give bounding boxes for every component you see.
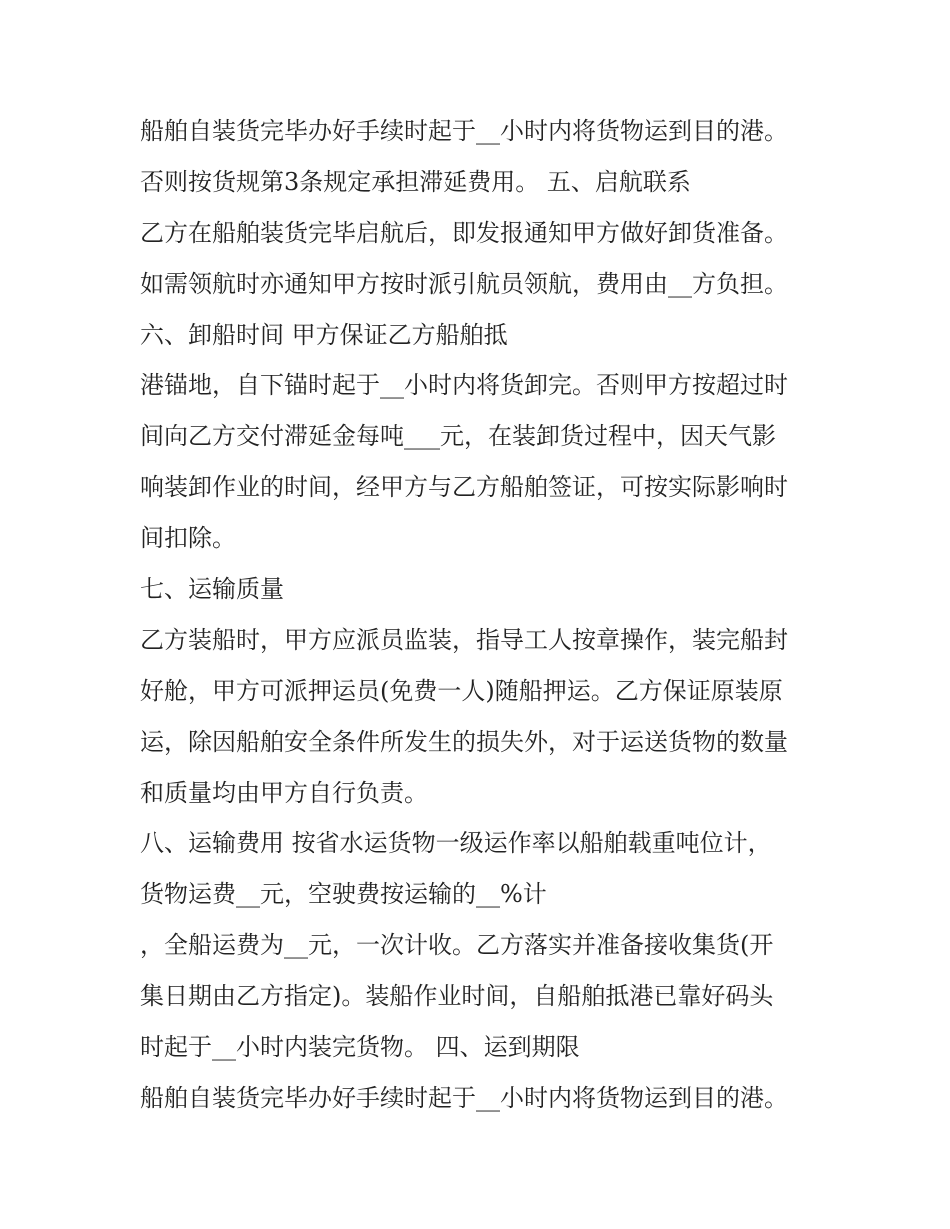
text-line: 集日期由乙方指定)。装船作业时间，自船舶抵港已靠好码头 (140, 982, 774, 1011)
text-line: ，全船运费为__元，一次计收。乙方落实并准备接收集货(开 (140, 931, 774, 960)
section-heading-line: 八、运输费用 按省水运货物一级运作率以船舶载重吨位计， (140, 829, 772, 858)
text-line: 响装卸作业的时间，经甲方与乙方船舶签证，可按实际影响时 (140, 473, 788, 502)
section-heading: 七、运输质量 (140, 575, 284, 604)
text-line: 运，除因船舶安全条件所发生的损失外，对于运送货物的数量 (140, 727, 788, 756)
text-line: 否则按货规第3条规定承担滞延费用。 五、启航联系 (140, 167, 691, 196)
text-line: 港锚地，自下锚时起于__小时内将货卸完。否则甲方按超过时 (140, 371, 788, 400)
text-line: 和质量均由甲方自行负责。 (140, 778, 428, 807)
text-line: 船舶自装货完毕办好手续时起于__小时内将货物运到目的港。 (140, 117, 788, 145)
text-line: 间向乙方交付滞延金每吨___元，在装卸货过程中，因天气影 (140, 422, 776, 451)
section-heading-line: 六、卸船时间 甲方保证乙方船舶抵 (140, 320, 508, 349)
text-line: 好舱，甲方可派押运员(免费一人)随船押运。乙方保证原装原 (140, 676, 783, 705)
text-line: 乙方装船时，甲方应派员监装，指导工人按章操作，装完船封 (140, 625, 788, 654)
text-line: 时起于__小时内装完货物。 四、运到期限 (140, 1033, 580, 1062)
text-line: 间扣除。 (140, 524, 236, 553)
text-line: 船舶自装货完毕办好手续时起于__小时内将货物运到目的港。 (140, 1083, 788, 1112)
text-line: 乙方在船舶装货完毕启航后，即发报通知甲方做好卸货准备。 (140, 218, 788, 247)
text-line: 货物运费__元，空驶费按运输的__%计 (140, 880, 547, 909)
document-body (140, 106, 830, 1124)
text-line: 如需领航时亦通知甲方按时派引航员领航，费用由__方负担。 (140, 269, 788, 298)
